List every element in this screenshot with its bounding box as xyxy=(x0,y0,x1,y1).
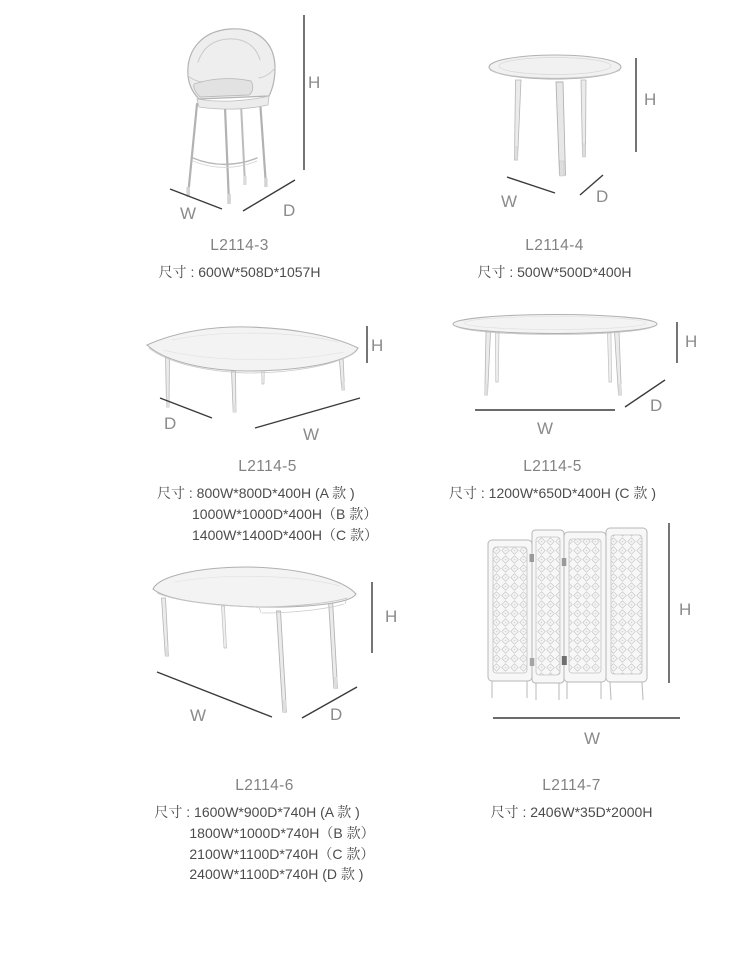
folding-screen-drawing xyxy=(488,528,647,700)
size-line: 尺寸 : 800W*800D*400H (A 款 ) xyxy=(157,485,355,501)
product-card-folding-screen xyxy=(375,510,750,974)
height-label: H xyxy=(385,607,398,626)
product-size-list xyxy=(477,262,631,283)
size-line: 1000W*1000D*400H（B 款） xyxy=(192,505,378,522)
size-line: 尺寸 : 1600W*900D*740H (A 款 ) xyxy=(154,804,360,820)
product-size-list xyxy=(491,802,653,823)
oval-dining-table-sketch xyxy=(0,550,375,974)
product-code: L2114-4 xyxy=(525,237,584,254)
height-label: H xyxy=(308,73,321,92)
product-card-bar-stool xyxy=(0,0,375,300)
product-size-list xyxy=(449,483,656,504)
size-line: 尺寸 : 500W*500D*400H xyxy=(477,264,632,280)
square-coffee-table-drawing xyxy=(147,327,358,412)
product-card-round-side-table xyxy=(375,0,750,300)
product-code: L2114-5 xyxy=(238,458,297,475)
bar-stool-drawing xyxy=(186,29,275,204)
depth-label: D xyxy=(650,396,663,415)
height-label: H xyxy=(371,336,384,355)
width-dimension-line xyxy=(157,672,272,717)
width-label: W xyxy=(303,425,320,444)
width-label: W xyxy=(537,419,554,438)
product-code: L2114-5 xyxy=(523,458,582,475)
dimension-lines xyxy=(475,322,677,410)
width-dimension-line xyxy=(507,177,555,193)
size-line: 1400W*1400D*400H（C 款） xyxy=(192,526,378,543)
product-code: L2114-6 xyxy=(235,777,294,794)
depth-label: D xyxy=(596,187,609,206)
size-line: 2100W*1100D*740H（C 款） xyxy=(189,845,375,862)
product-caption xyxy=(367,238,742,283)
width-label: W xyxy=(501,192,518,211)
product-card-square-coffee-table xyxy=(0,300,384,550)
height-label: H xyxy=(679,600,692,619)
size-line: 1800W*1000D*740H（B 款） xyxy=(189,824,375,841)
height-label: H xyxy=(644,90,657,109)
width-label: W xyxy=(584,729,601,748)
size-line: 2400W*1100D*740H (D 款 ) xyxy=(189,866,364,883)
oval-coffee-table-drawing xyxy=(453,315,657,396)
size-line: 尺寸 : 2406W*35D*2000H xyxy=(490,804,653,820)
height-label: H xyxy=(685,332,698,351)
product-card-oval-dining-table xyxy=(0,550,398,974)
folding-screen-sketch xyxy=(375,510,750,974)
product-size-list xyxy=(159,262,321,283)
depth-label: D xyxy=(164,414,177,433)
product-caption xyxy=(365,459,740,504)
product-code: L2114-3 xyxy=(210,237,269,254)
width-dimension-line xyxy=(255,398,360,428)
width-label: W xyxy=(180,204,197,223)
product-caption xyxy=(384,778,750,823)
product-size-list xyxy=(154,802,374,885)
depth-label: D xyxy=(330,705,343,724)
size-line: 尺寸 : 600W*508D*1057H xyxy=(158,264,321,280)
oval-dining-table-drawing xyxy=(153,567,356,712)
product-code: L2114-7 xyxy=(542,777,601,794)
round-side-table-drawing xyxy=(489,55,621,176)
width-label: W xyxy=(190,706,207,725)
depth-label: D xyxy=(283,201,296,220)
size-line: 尺寸 : 1200W*650D*400H (C 款 ) xyxy=(449,485,656,501)
product-size-list xyxy=(157,483,378,545)
